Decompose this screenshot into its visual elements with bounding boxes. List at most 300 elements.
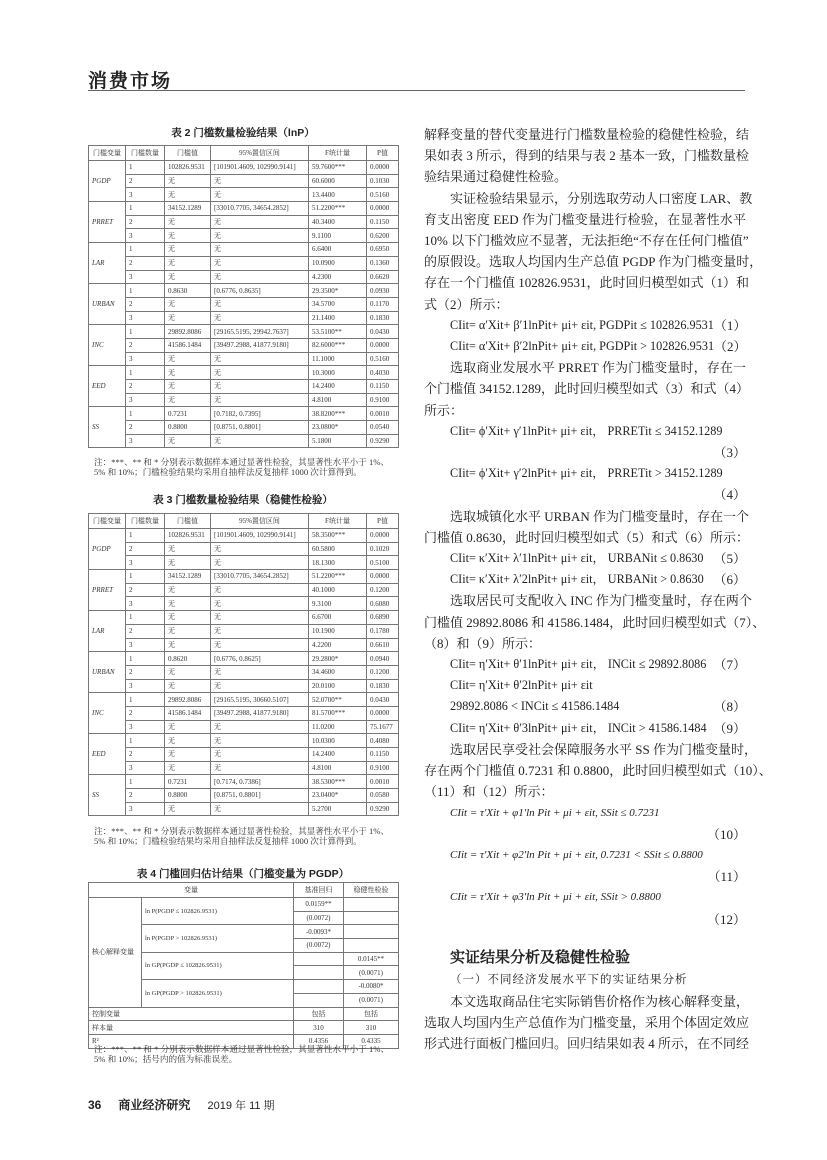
equation-f10 bbox=[424, 803, 746, 824]
paragraph-line: 验结果通过稳健性检验。 bbox=[424, 169, 568, 185]
p-value: 0.1200 bbox=[367, 583, 399, 597]
confidence-interval: 无 bbox=[211, 665, 309, 679]
robust-value: 包括 bbox=[344, 1007, 399, 1021]
variable-label: ln P(PGDP > 102826.9531) bbox=[142, 925, 294, 952]
confidence-interval: [0.7182, 0.7395] bbox=[211, 407, 309, 421]
confidence-interval: [0.6776, 0.8625] bbox=[211, 652, 309, 666]
table-row bbox=[89, 297, 399, 311]
equation-expression: 29892.8086 < INCit ≤ 41586.1484 bbox=[450, 699, 620, 714]
column-header: P值 bbox=[367, 146, 399, 161]
confidence-interval: [101901.4609, 102990.9141] bbox=[211, 529, 309, 543]
table-3-note: 注：***、** 和 * 分别表示数据样本通过显著性检验，其显著性水平小于 1%、5% 和 10%；门槛检验结果均采用自抽样法反复抽样 1000 次计算得到。 bbox=[94, 826, 390, 846]
p-value: 0.9290 bbox=[367, 802, 399, 816]
column-header: 95%置信区间 bbox=[211, 146, 309, 161]
equation-expression: CIit= η′Xit+ θ′2lnPit+ μi+ εit bbox=[450, 678, 593, 693]
threshold-value: 无 bbox=[165, 720, 211, 734]
threshold-variable: LAR bbox=[89, 243, 126, 284]
equation-f8a bbox=[424, 675, 746, 696]
table-2 bbox=[88, 145, 399, 448]
table-row bbox=[89, 638, 399, 652]
p-value: 0.0000 bbox=[367, 161, 399, 175]
table-row bbox=[89, 734, 399, 748]
p-value: 0.6620 bbox=[367, 270, 399, 284]
threshold-variable: INC bbox=[89, 325, 126, 366]
p-value: 0.9100 bbox=[367, 761, 399, 775]
equation-expression: CIit= η′Xit+ θ′3lnPit+ μi+ εit， INCit > 41586.1484 bbox=[450, 720, 707, 735]
f-statistic: 10.0900 bbox=[309, 256, 367, 270]
table-row bbox=[89, 542, 399, 556]
robust-value bbox=[344, 898, 399, 912]
f-statistic: 59.7600*** bbox=[309, 161, 367, 175]
table-row bbox=[89, 624, 399, 638]
threshold-variable: PGDP bbox=[89, 529, 126, 570]
f-statistic: 14.2400 bbox=[309, 748, 367, 762]
confidence-interval: 无 bbox=[211, 597, 309, 611]
table-row bbox=[89, 243, 399, 257]
threshold-count: 2 bbox=[126, 338, 165, 352]
table-row bbox=[89, 352, 399, 366]
equation-f3 bbox=[424, 421, 746, 442]
table-row bbox=[89, 215, 399, 229]
column-header: P值 bbox=[367, 514, 399, 529]
equation-expression: CIit = τ′Xit + φ1′ln Pit + μi + εit, SSit ≤ 0.7231 bbox=[450, 806, 660, 819]
threshold-value: 102826.9531 bbox=[165, 161, 211, 175]
f-statistic: 51.2200*** bbox=[309, 570, 367, 584]
threshold-variable: INC bbox=[89, 693, 126, 734]
threshold-count: 3 bbox=[126, 311, 165, 325]
confidence-interval: 无 bbox=[211, 611, 309, 625]
equation-number: （2） bbox=[714, 339, 747, 355]
baseline-value: 310 bbox=[294, 1021, 344, 1035]
p-value: 0.0000 bbox=[367, 338, 399, 352]
p-value: 0.9290 bbox=[367, 434, 399, 448]
threshold-count: 3 bbox=[126, 188, 165, 202]
paragraph-line: 实证检验结果显示，分别选取劳动人口密度 LAR、教 bbox=[450, 190, 753, 206]
threshold-count: 3 bbox=[126, 638, 165, 652]
table-row bbox=[89, 570, 399, 584]
equation-expression: CIit= α′Xit+ β′1lnPit+ μi+ εit, PGDPit ≤ 102826.9531 bbox=[450, 317, 714, 332]
f-statistic: 11.0200 bbox=[309, 720, 367, 734]
threshold-count: 2 bbox=[126, 789, 165, 803]
confidence-interval: [39497.2988, 41877.9180] bbox=[211, 706, 309, 720]
f-statistic: 52.0700** bbox=[309, 693, 367, 707]
paragraph-line: 解释变量的替代变量进行门槛数量检验的稳健性检验，结 bbox=[424, 127, 750, 142]
confidence-interval: 无 bbox=[211, 243, 309, 257]
confidence-interval: 无 bbox=[211, 638, 309, 652]
p-value: 0.1200 bbox=[367, 665, 399, 679]
equation-f8b bbox=[424, 696, 746, 717]
f-statistic: 38.8200*** bbox=[309, 407, 367, 421]
paragraph-line: 选取人均国内生产总值作为门槛变量，采用个体固定效应 bbox=[424, 1015, 750, 1031]
equation-number: （8） bbox=[713, 699, 746, 715]
f-statistic: 81.5700*** bbox=[309, 706, 367, 720]
equation-expression: CIit= κ′Xit+ λ′1lnPit+ μi+ εit， URBANit ≤ 0.8630 bbox=[450, 551, 704, 566]
paragraph-line: 的原假设。选取人均国内生产总值 PGDP 作为门槛变量时， bbox=[424, 254, 763, 270]
confidence-interval: [29165.5195, 29942.7637] bbox=[211, 325, 309, 339]
header-rule bbox=[88, 90, 745, 91]
baseline-value: 包括 bbox=[294, 1007, 344, 1021]
threshold-count: 1 bbox=[126, 161, 165, 175]
table-row bbox=[89, 898, 399, 912]
threshold-count: 2 bbox=[126, 421, 165, 435]
table-row bbox=[89, 665, 399, 679]
row-label: 样本量 bbox=[89, 1021, 294, 1035]
issue-label: 2019 年 11 期 bbox=[207, 1100, 275, 1112]
confidence-interval: [101901.4609, 102990.9141] bbox=[211, 161, 309, 175]
threshold-variable: URBAN bbox=[89, 284, 126, 325]
table-3-title: 表 3 门槛数量检验结果（稳健性检验） bbox=[153, 494, 333, 506]
threshold-value: 0.8800 bbox=[165, 421, 211, 435]
column-header: 基准回归 bbox=[294, 883, 344, 898]
table-row bbox=[89, 202, 399, 216]
threshold-variable: PRRET bbox=[89, 570, 126, 611]
table-row bbox=[89, 407, 399, 421]
confidence-interval: [0.8751, 0.8801] bbox=[211, 789, 309, 803]
threshold-count: 3 bbox=[126, 761, 165, 775]
table-row bbox=[89, 679, 399, 693]
table-row bbox=[89, 161, 399, 175]
threshold-value: 无 bbox=[165, 174, 211, 188]
threshold-count: 1 bbox=[126, 529, 165, 543]
equation-f5 bbox=[424, 548, 746, 569]
column-header: 门槛变量 bbox=[89, 514, 126, 529]
threshold-count: 2 bbox=[126, 542, 165, 556]
p-value: 0.4030 bbox=[367, 366, 399, 380]
p-value: 0.0010 bbox=[367, 775, 399, 789]
threshold-value: 34152.1289 bbox=[165, 202, 211, 216]
f-statistic: 13.4400 bbox=[309, 188, 367, 202]
table-row bbox=[89, 748, 399, 762]
table-2-note: 注：***、** 和 * 分别表示数据样本通过显著性检验，其显著性水平小于 1%、5% 和 10%；门槛检验结果均采用自抽样法反复抽样 1000 次计算得到。 bbox=[94, 457, 390, 477]
confidence-interval: 无 bbox=[211, 679, 309, 693]
confidence-interval: 无 bbox=[211, 297, 309, 311]
p-value: 0.0540 bbox=[367, 421, 399, 435]
confidence-interval: 无 bbox=[211, 174, 309, 188]
f-statistic: 34.5700 bbox=[309, 297, 367, 311]
table-4-note: 注：***、** 和 * 分别表示数据样本通过显著性检验，其显著性水平小于 1%、5% 和 10%；括号内的值为标准误差。 bbox=[94, 1044, 390, 1064]
paragraph-line: 门槛值 0.8630，此时回归模型如式（5）和式（6）所示： bbox=[424, 529, 750, 545]
table-row bbox=[89, 229, 399, 243]
threshold-value: 无 bbox=[165, 352, 211, 366]
equation-f2 bbox=[424, 336, 746, 357]
robust-value: 0.4335 bbox=[344, 1034, 399, 1048]
p-value: 0.1150 bbox=[367, 215, 399, 229]
column-header: F统计量 bbox=[309, 514, 367, 529]
p-value: 0.6890 bbox=[367, 611, 399, 625]
threshold-value: 29892.8086 bbox=[165, 325, 211, 339]
body-text-column bbox=[424, 124, 772, 1055]
paragraph-line: （11）和（12）所示： bbox=[424, 784, 554, 800]
threshold-variable: SS bbox=[89, 775, 126, 816]
threshold-count: 3 bbox=[126, 434, 165, 448]
threshold-value: 无 bbox=[165, 597, 211, 611]
f-statistic: 58.3500*** bbox=[309, 529, 367, 543]
threshold-variable: LAR bbox=[89, 611, 126, 652]
confidence-interval: 无 bbox=[211, 393, 309, 407]
confidence-interval: 无 bbox=[211, 761, 309, 775]
equation-f6 bbox=[424, 569, 746, 590]
page-number: 36 bbox=[88, 1098, 102, 1112]
confidence-interval: 无 bbox=[211, 311, 309, 325]
threshold-variable: PRRET bbox=[89, 202, 126, 243]
confidence-interval: [0.7174, 0.7386] bbox=[211, 775, 309, 789]
row-label: R² bbox=[89, 1034, 294, 1048]
equation-number: （6） bbox=[713, 572, 746, 588]
threshold-variable: PGDP bbox=[89, 161, 126, 202]
threshold-count: 2 bbox=[126, 256, 165, 270]
threshold-value: 无 bbox=[165, 188, 211, 202]
table-3 bbox=[88, 513, 399, 816]
threshold-value: 无 bbox=[165, 215, 211, 229]
threshold-value: 0.8800 bbox=[165, 789, 211, 803]
p-value: 0.0580 bbox=[367, 789, 399, 803]
f-statistic: 10.0300 bbox=[309, 734, 367, 748]
f-statistic: 40.3400 bbox=[309, 215, 367, 229]
variable-label: ln P(PGDP ≤ 102826.9531) bbox=[142, 898, 294, 925]
robust-value: 0.0145** bbox=[344, 952, 399, 966]
confidence-interval: [0.6776, 0.8635] bbox=[211, 284, 309, 298]
equation-number: （3） bbox=[713, 445, 746, 461]
f-statistic: 10.1900 bbox=[309, 624, 367, 638]
table-row bbox=[89, 188, 399, 202]
robust-value: -0.0080* bbox=[344, 980, 399, 994]
confidence-interval: 无 bbox=[211, 352, 309, 366]
paragraph-line: 选取居民享受社会保障服务水平 SS 作为门槛变量时， bbox=[450, 741, 757, 757]
p-value: 0.6950 bbox=[367, 243, 399, 257]
threshold-count: 2 bbox=[126, 665, 165, 679]
threshold-count: 3 bbox=[126, 393, 165, 407]
page-footer bbox=[88, 1096, 275, 1113]
table-row bbox=[89, 393, 399, 407]
equation-expression: CIit = τ′Xit + φ3′ln Pit + μi + εit, SSit > 0.8800 bbox=[450, 891, 661, 904]
p-value: 0.0000 bbox=[367, 570, 399, 584]
p-value: 0.4080 bbox=[367, 734, 399, 748]
paragraph-line: 形式进行面板门槛回归。回归结果如表 4 所示，在不同经 bbox=[424, 1036, 750, 1052]
table-header-row bbox=[89, 514, 399, 529]
confidence-interval: 无 bbox=[211, 802, 309, 816]
threshold-count: 2 bbox=[126, 380, 165, 394]
threshold-count: 1 bbox=[126, 570, 165, 584]
f-statistic: 21.1400 bbox=[309, 311, 367, 325]
paragraph-line: 个门槛值 34152.1289，此时回归模型如式（3）和式（4） bbox=[424, 381, 750, 397]
f-statistic: 34.4600 bbox=[309, 665, 367, 679]
confidence-interval: 无 bbox=[211, 748, 309, 762]
robust-value bbox=[344, 911, 399, 925]
p-value: 0.1360 bbox=[367, 256, 399, 270]
confidence-interval: 无 bbox=[211, 542, 309, 556]
threshold-count: 1 bbox=[126, 775, 165, 789]
f-statistic: 29.3500* bbox=[309, 284, 367, 298]
f-statistic: 10.3000 bbox=[309, 366, 367, 380]
p-value: 0.5160 bbox=[367, 188, 399, 202]
confidence-interval: 无 bbox=[211, 720, 309, 734]
threshold-count: 3 bbox=[126, 802, 165, 816]
threshold-value: 无 bbox=[165, 556, 211, 570]
threshold-variable: EED bbox=[89, 366, 126, 407]
threshold-variable: URBAN bbox=[89, 652, 126, 693]
p-value: 0.1830 bbox=[367, 311, 399, 325]
equation-f7 bbox=[424, 654, 746, 675]
f-statistic: 51.2200*** bbox=[309, 202, 367, 216]
threshold-count: 1 bbox=[126, 611, 165, 625]
p-value: 0.6200 bbox=[367, 229, 399, 243]
equation-number: （10） bbox=[706, 826, 746, 842]
p-value: 0.9100 bbox=[367, 393, 399, 407]
table-row bbox=[89, 1021, 399, 1035]
threshold-value: 0.8620 bbox=[165, 652, 211, 666]
threshold-count: 2 bbox=[126, 215, 165, 229]
equation-number: （12） bbox=[706, 911, 746, 927]
p-value: 0.1780 bbox=[367, 624, 399, 638]
paragraph-line: 果如表 3 所示，得到的结果与表 2 基本一致，门槛数量检 bbox=[424, 148, 750, 164]
threshold-count: 1 bbox=[126, 407, 165, 421]
table-row bbox=[89, 652, 399, 666]
journal-name: 商业经济研究 bbox=[118, 1098, 191, 1112]
p-value: 0.1020 bbox=[367, 542, 399, 556]
confidence-interval: [29165.5195, 30660.5107] bbox=[211, 693, 309, 707]
threshold-value: 41586.1484 bbox=[165, 706, 211, 720]
confidence-interval: 无 bbox=[211, 583, 309, 597]
threshold-count: 3 bbox=[126, 352, 165, 366]
paragraph-line: 门槛值 29892.8086 和 41586.1484，此时回归模型如式（7）、 bbox=[424, 614, 766, 630]
threshold-count: 1 bbox=[126, 366, 165, 380]
p-value: 0.5100 bbox=[367, 556, 399, 570]
threshold-count: 3 bbox=[126, 556, 165, 570]
baseline-value bbox=[294, 980, 344, 994]
f-statistic: 23.0400* bbox=[309, 789, 367, 803]
threshold-value: 无 bbox=[165, 542, 211, 556]
baseline-value bbox=[294, 952, 344, 966]
threshold-value: 0.8630 bbox=[165, 284, 211, 298]
paragraph-line: 10% 以下门槛效应不显著，无法拒绝“不存在任何门槛值” bbox=[424, 233, 749, 249]
table-row bbox=[89, 421, 399, 435]
equation-number: （5） bbox=[713, 551, 746, 567]
threshold-value: 无 bbox=[165, 624, 211, 638]
threshold-value: 无 bbox=[165, 297, 211, 311]
f-statistic: 40.1000 bbox=[309, 583, 367, 597]
confidence-interval: [33010.7705, 34654.2852] bbox=[211, 202, 309, 216]
table-header-row bbox=[89, 883, 399, 898]
confidence-interval: [39497.2988, 41877.9180] bbox=[211, 338, 309, 352]
p-value: 0.6610 bbox=[367, 638, 399, 652]
equation-expression: CIit= η′Xit+ θ′1lnPit+ μi+ εit， INCit ≤ 29892.8086 bbox=[450, 657, 707, 672]
confidence-interval: 无 bbox=[211, 270, 309, 284]
robust-value: (0.0071) bbox=[344, 966, 399, 980]
p-value: 0.1830 bbox=[367, 679, 399, 693]
column-header: 门槛数量 bbox=[126, 514, 165, 529]
confidence-interval: 无 bbox=[211, 366, 309, 380]
p-value: 0.0000 bbox=[367, 529, 399, 543]
table-row bbox=[89, 311, 399, 325]
p-value: 0.0930 bbox=[367, 284, 399, 298]
p-value: 0.0010 bbox=[367, 407, 399, 421]
threshold-value: 无 bbox=[165, 761, 211, 775]
robust-value bbox=[344, 939, 399, 953]
table-header-row bbox=[89, 146, 399, 161]
column-header: 变量 bbox=[89, 883, 294, 898]
equation-f4 bbox=[424, 463, 746, 484]
column-header: 门槛值 bbox=[165, 514, 211, 529]
confidence-interval: 无 bbox=[211, 624, 309, 638]
robust-value: 310 bbox=[344, 1021, 399, 1035]
threshold-value: 无 bbox=[165, 611, 211, 625]
column-header: 稳健性检验 bbox=[344, 883, 399, 898]
f-statistic: 5.1800 bbox=[309, 434, 367, 448]
confidence-interval: 无 bbox=[211, 215, 309, 229]
confidence-interval: 无 bbox=[211, 734, 309, 748]
threshold-count: 3 bbox=[126, 229, 165, 243]
table-4 bbox=[88, 882, 399, 1049]
threshold-variable: EED bbox=[89, 734, 126, 775]
threshold-count: 1 bbox=[126, 284, 165, 298]
f-statistic: 9.1100 bbox=[309, 229, 367, 243]
baseline-value bbox=[294, 966, 344, 980]
p-value: 0.0000 bbox=[367, 706, 399, 720]
paragraph-line: 选取商业发展水平 PRRET 作为门槛变量时，存在一 bbox=[450, 360, 746, 376]
section-title: 消费市场 bbox=[88, 71, 173, 92]
paragraph-line: 式（2）所示： bbox=[424, 296, 509, 312]
table-row bbox=[89, 720, 399, 734]
equation-number: （7） bbox=[713, 657, 746, 673]
column-header: 门槛变量 bbox=[89, 146, 126, 161]
threshold-count: 1 bbox=[126, 202, 165, 216]
f-statistic: 53.5100** bbox=[309, 325, 367, 339]
threshold-value: 41586.1484 bbox=[165, 338, 211, 352]
threshold-value: 无 bbox=[165, 734, 211, 748]
group-label: 核心解释变量 bbox=[89, 898, 142, 1008]
f-statistic: 11.1000 bbox=[309, 352, 367, 366]
table-row bbox=[89, 529, 399, 543]
threshold-count: 1 bbox=[126, 652, 165, 666]
threshold-count: 1 bbox=[126, 734, 165, 748]
f-statistic: 60.5800 bbox=[309, 542, 367, 556]
threshold-value: 无 bbox=[165, 393, 211, 407]
threshold-value: 102826.9531 bbox=[165, 529, 211, 543]
p-value: 0.1150 bbox=[367, 380, 399, 394]
f-statistic: 82.6000*** bbox=[309, 338, 367, 352]
baseline-value bbox=[294, 993, 344, 1007]
confidence-interval: 无 bbox=[211, 229, 309, 243]
threshold-value: 无 bbox=[165, 802, 211, 816]
equation-f12 bbox=[424, 887, 746, 908]
f-statistic: 60.6000 bbox=[309, 174, 367, 188]
threshold-value: 无 bbox=[165, 638, 211, 652]
p-value: 0.0940 bbox=[367, 652, 399, 666]
threshold-count: 2 bbox=[126, 583, 165, 597]
table-row bbox=[89, 693, 399, 707]
threshold-value: 无 bbox=[165, 380, 211, 394]
equation-expression: CIit= ϕ′Xit+ γ′2lnPit+ μi+ εit， PRRETit > 34152.1289 bbox=[450, 466, 723, 481]
p-value: 0.5160 bbox=[367, 352, 399, 366]
table-row bbox=[89, 380, 399, 394]
table-row bbox=[89, 434, 399, 448]
threshold-value: 无 bbox=[165, 311, 211, 325]
threshold-count: 3 bbox=[126, 720, 165, 734]
threshold-count: 2 bbox=[126, 174, 165, 188]
threshold-variable: SS bbox=[89, 407, 126, 448]
threshold-count: 3 bbox=[126, 270, 165, 284]
section-heading: 实证结果分析及稳健性检验 bbox=[450, 948, 631, 966]
baseline-value: 0.4356 bbox=[294, 1034, 344, 1048]
column-header: F统计量 bbox=[309, 146, 367, 161]
threshold-value: 29892.8086 bbox=[165, 693, 211, 707]
f-statistic: 4.2300 bbox=[309, 270, 367, 284]
equation-expression: CIit= α′Xit+ β′2lnPit+ μi+ εit, PGDPit > 102826.9531 bbox=[450, 339, 715, 354]
paragraph-line: 育支出密度 EED 作为门槛变量进行检验，在显著性水平 bbox=[424, 211, 746, 227]
confidence-interval: 无 bbox=[211, 188, 309, 202]
baseline-value: -0.0093* bbox=[294, 925, 344, 939]
threshold-count: 2 bbox=[126, 297, 165, 311]
